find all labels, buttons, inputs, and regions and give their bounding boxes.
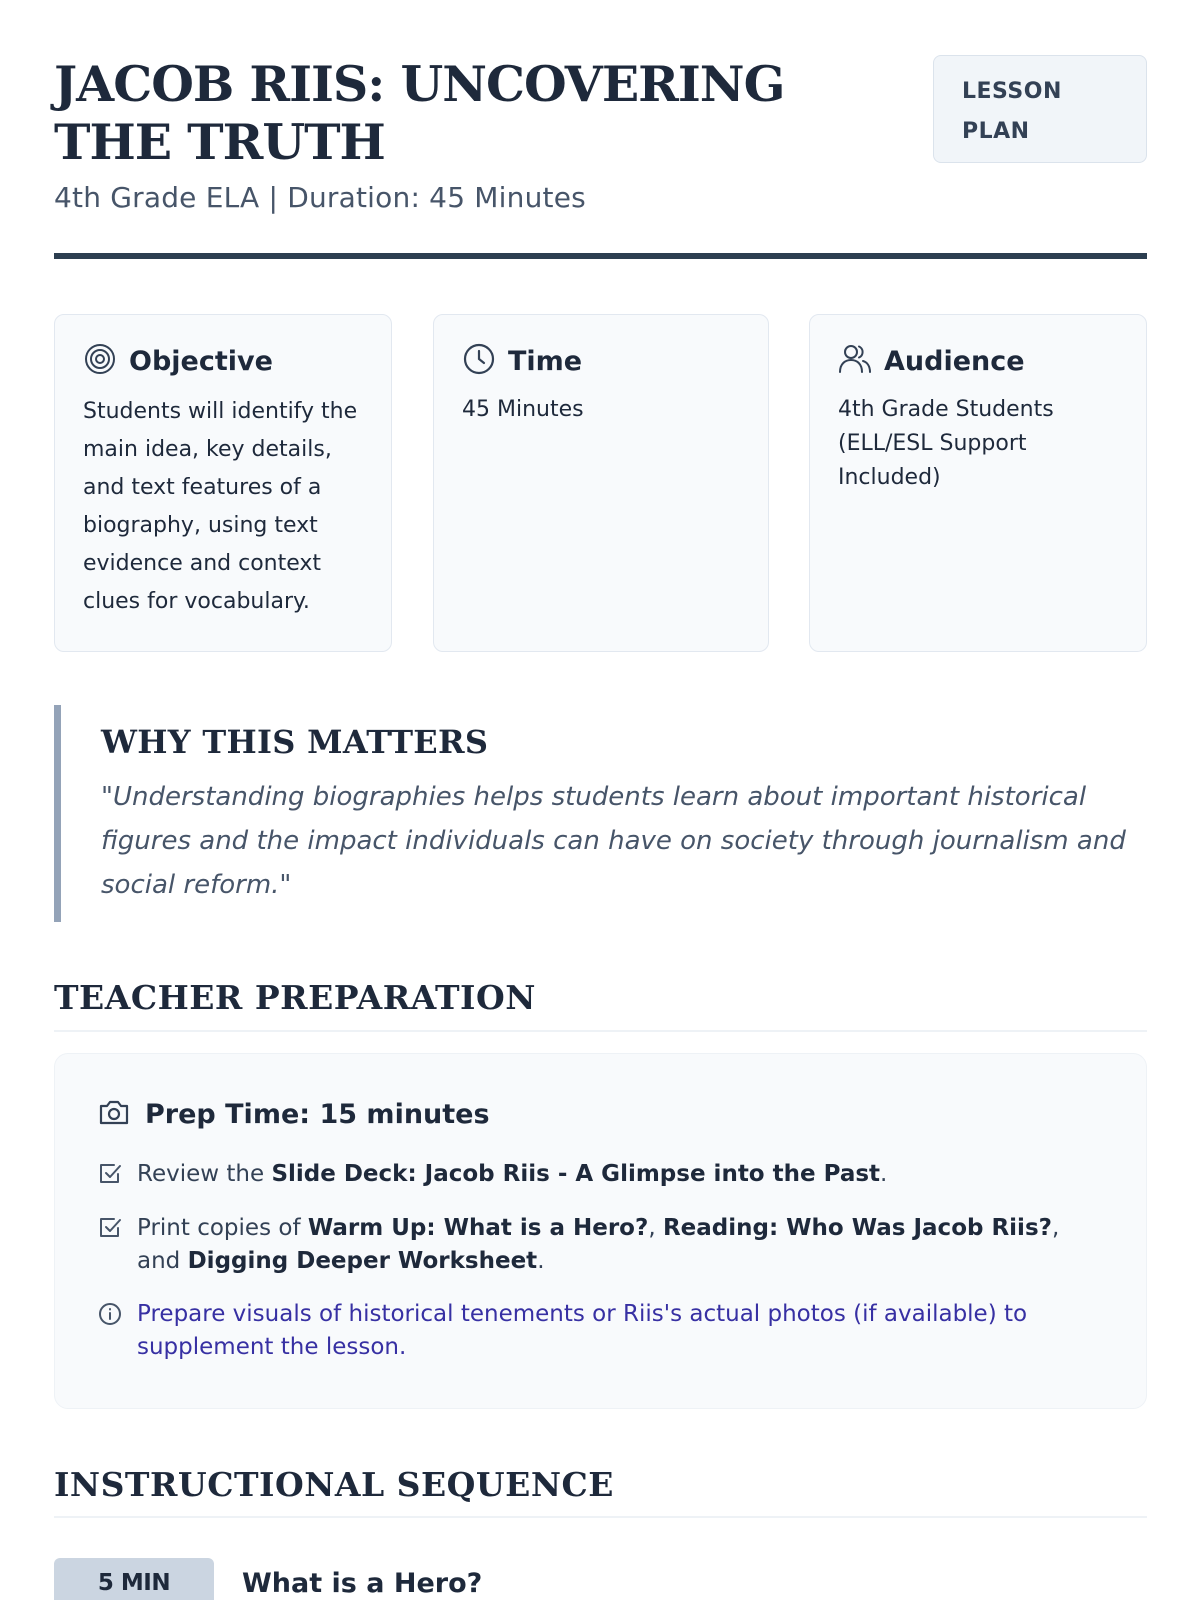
target-icon [83, 342, 117, 381]
why-heading: WHY THIS MATTERS [101, 723, 489, 761]
lesson-plan-badge [933, 55, 1147, 163]
card-body: 45 Minutes [462, 397, 584, 422]
info-icon [97, 1298, 123, 1332]
teacher-prep-heading: TEACHER PREPARATION [54, 978, 1147, 1032]
card-title: Audience [884, 345, 1025, 377]
prep-item-text: Print copies of Warm Up: What is a Hero?, Reading: Who Was Jacob Riis?, and Digging Deeper Worksheet. [137, 1215, 1060, 1274]
prep-item-text: Review the Slide Deck: Jacob Riis - A Glimpse into the Past. [137, 1161, 888, 1187]
page-subtitle: 4th Grade ELA | Duration: 45 Minutes [54, 181, 586, 214]
objective-card [54, 314, 392, 652]
users-icon [838, 342, 872, 381]
badge-line-1: LESSON [962, 79, 1062, 104]
card-title: Objective [129, 345, 273, 377]
clock-icon [462, 342, 496, 381]
audience-card [809, 314, 1147, 652]
camera-icon [97, 1095, 131, 1134]
header-divider [54, 253, 1147, 259]
list-item [97, 1158, 1104, 1192]
list-item [97, 1298, 1104, 1364]
list-item [97, 1212, 1104, 1278]
prep-time: Prep Time: 15 minutes [145, 1098, 490, 1130]
checkbox-icon [97, 1212, 123, 1246]
step-duration-badge: 5 MIN [54, 1558, 214, 1600]
why-quote: "Understanding biographies helps students learn about important historical figures and the impact individuals can have on society through journalism and social reform." [101, 782, 1126, 900]
prep-note-text: Prepare visuals of historical tenements or Riis's actual photos (if available) to supplement the lesson. [137, 1301, 1028, 1360]
overview-cards [54, 314, 1147, 652]
step-title: What is a Hero? [242, 1567, 483, 1599]
teacher-prep-box [54, 1053, 1147, 1409]
why-this-matters [54, 705, 1147, 922]
instructional-sequence-heading: INSTRUCTIONAL SEQUENCE [54, 1465, 1147, 1518]
card-title: Time [508, 345, 583, 377]
checkbox-icon [97, 1158, 123, 1192]
page-header [54, 55, 1147, 260]
sequence-step [54, 1558, 1147, 1600]
badge-line-2: PLAN [962, 119, 1030, 144]
time-card [433, 314, 769, 652]
page-title: JACOB RIIS: UNCOVERING THE TRUTH [54, 55, 785, 171]
prep-list [97, 1158, 1104, 1364]
card-body: 4th Grade Students (ELL/ESL Support Included) [838, 397, 1054, 490]
card-body: Students will identify the main idea, key details, and text features of a biography, using text evidence and context clues for vocabulary. [83, 399, 358, 614]
